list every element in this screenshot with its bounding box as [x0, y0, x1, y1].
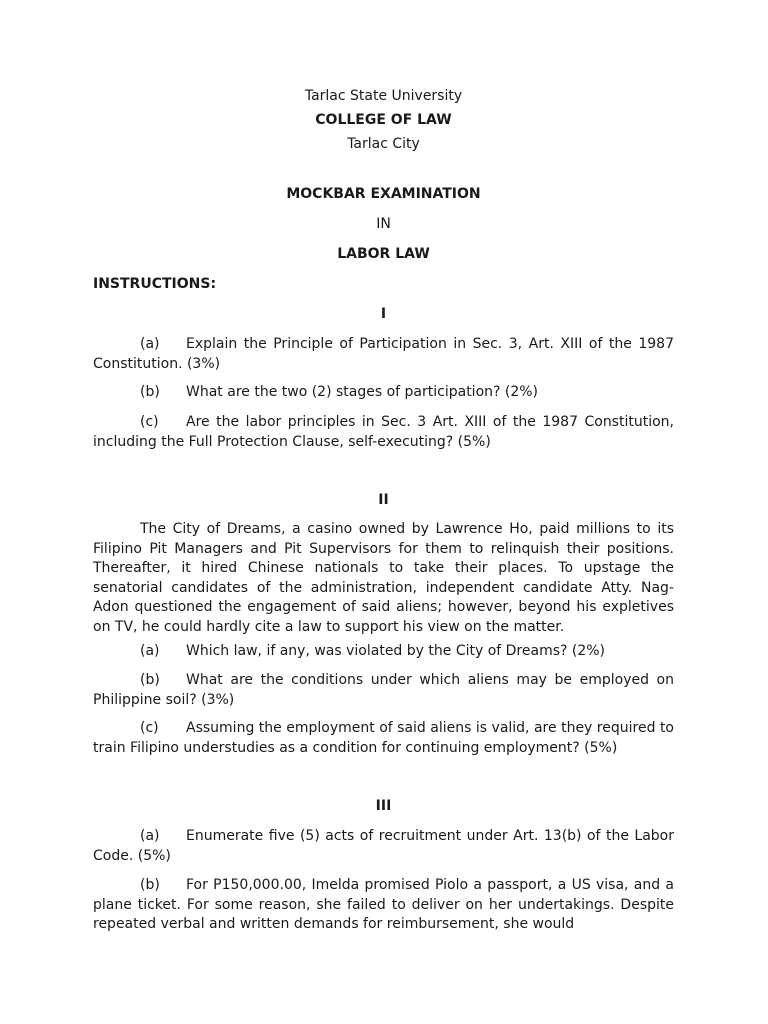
- question-2-intro: The City of Dreams, a casino owned by Lawrence Ho, paid millions to its Filipino Pit Managers and Pit Supervisors for them to relinquish their positions. Thereafter, it hired Chinese nationals to take their places. To upstage the senatorial candidates of the administration, independent candidate Atty. Nag-Adon questioned the engagement of said aliens; however, beyond his expletives on TV, he could hardly cite a law to support his view on the matter.: [93, 521, 674, 635]
- question-2b-label: (b): [140, 672, 160, 688]
- question-1c-label: (c): [140, 414, 159, 430]
- question-1c-text: Are the labor principles in Sec. 3 Art. XIII of the 1987 Constitution, including the Full Protection Clause, self-executing? (5%): [93, 414, 674, 450]
- exam-subject: LABOR LAW: [337, 246, 430, 262]
- question-1b-text: What are the two (2) stages of participation? (2%): [186, 384, 539, 400]
- question-1c: [93, 413, 674, 452]
- section-numeral-1: I: [380, 306, 387, 322]
- question-3b: [93, 876, 674, 935]
- question-3a-text: Enumerate five (5) acts of recruitment under Art. 13(b) of the Labor Code. (5%): [93, 828, 674, 864]
- question-2c: [93, 719, 674, 758]
- exam-title: MOCKBAR EXAMINATION: [286, 186, 481, 202]
- question-2a: [93, 642, 674, 662]
- section-numeral-3: III: [375, 798, 392, 814]
- exam-in: IN: [376, 216, 391, 232]
- question-3b-text: For P150,000.00, Imelda promised Piolo a passport, a US visa, and a plane ticket. For some reason, she failed to deliver on her undertakings. Despite repeated verbal and written demands for reimbursement, she would: [93, 877, 674, 932]
- question-1a-text: Explain the Principle of Participation in Sec. 3, Art. XIII of the 1987 Constitution. (3%): [93, 336, 674, 372]
- question-1b-label: (b): [140, 384, 160, 400]
- question-2a-label: (a): [140, 643, 160, 659]
- question-3a: [93, 827, 674, 866]
- question-2b: [93, 671, 674, 710]
- question-1a-label: (a): [140, 336, 160, 352]
- question-1b: [93, 383, 674, 403]
- question-2b-text: What are the conditions under which aliens may be employed on Philippine soil? (3%): [93, 672, 674, 708]
- question-2c-text: Assuming the employment of said aliens is valid, are they required to train Filipino understudies as a condition for continuing employment? (5%): [93, 720, 674, 756]
- question-3a-label: (a): [140, 828, 160, 844]
- university-name: Tarlac State University: [304, 88, 463, 104]
- college-name: COLLEGE OF LAW: [315, 112, 452, 128]
- question-2c-label: (c): [140, 720, 159, 736]
- city-name: Tarlac City: [347, 136, 420, 152]
- question-3b-label: (b): [140, 877, 160, 893]
- instructions-heading: INSTRUCTIONS:: [93, 276, 217, 292]
- question-2a-text: Which law, if any, was violated by the City of Dreams? (2%): [186, 643, 606, 659]
- question-1a: [93, 335, 674, 374]
- section-numeral-2: II: [378, 492, 389, 508]
